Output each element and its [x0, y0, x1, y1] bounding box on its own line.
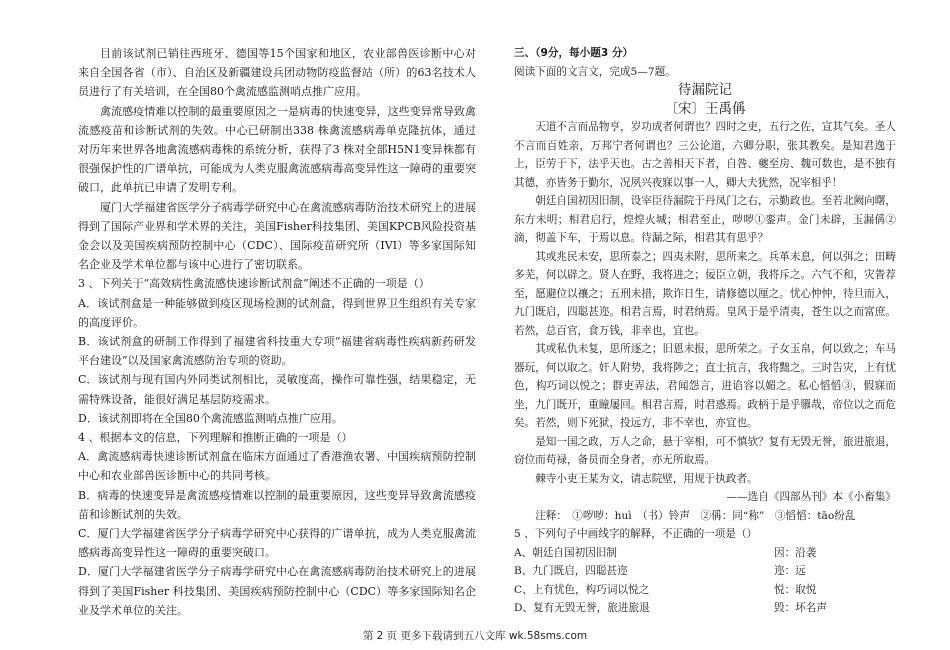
page-footer: 第 2 页 更多下载请到五八文库 wk.58sms.com [362, 630, 588, 642]
classical-paragraph-6: 棘寺小吏王某为文，请志院壁，用规于执政者。 [535, 472, 758, 485]
option-sentence: B、九门既启，四聪甚迩 [514, 565, 628, 577]
question-5-option-b [514, 562, 896, 581]
question-4-option-b: B．病毒的快速变异是禽流感疫情难以控制的最重要原因，这些变异导致禽流感疫苗和诊断试剂的失效。 [78, 488, 476, 521]
classical-paragraph-3: 其或兆民未安，思所泰之；四夷未附，思所来之。兵革未息，何以弭之；田畴多芜，何以辟之。贤人在野，我将进之；佞臣立朝，我将斥之。六气不和，灾眚荐至，愿避位以禳之；五刑未措，欺诈日生，请修德以厘之。忧心忡忡，待旦而入，九门既启，四聪甚迩。相君言焉，时君纳焉。皇风于是乎清夷，苍生以之而富庶。若然，总百官，食万钱，非幸也，宜也。 [514, 250, 896, 337]
option-gloss: 因：沿袭 [774, 546, 817, 559]
option-gloss: 毁：坏名声 [774, 602, 827, 614]
section-intro: 阅读下面的文言文，完成5—7题。 [514, 65, 676, 78]
question-5-option-d [514, 599, 896, 618]
option-gloss: 迩：远 [774, 565, 806, 577]
question-4-option-c: C．厦门大学福建省医学分子病毒学研究中心获得的广谱单抗，成为人类克服禽流感病毒高变异性这一障碍的重要突破口。 [78, 527, 476, 560]
right-column [514, 44, 896, 618]
passage-paragraph-3: 厦门大学福建省医学分子病毒学研究中心在禽流感病毒防治技术研究上的进展得到了国际产业界和学术界的关注，美国Fisher科技集团、美国KPCB风险投资基金会以及美国疾病预防控制中心（CDC）、国际疫苗研究所（IVI）等多家国际知名企业及学术单位都与该中心进行了密切联系。 [78, 200, 476, 272]
question-4-stem: 4 、根据本文的信息，下列理解和推断正确的一项是（） [78, 431, 353, 445]
option-sentence: C、上有忧色，构巧词以悦之 [514, 583, 650, 596]
annotations: 注释： ①哕哕：huì （书）铃声 ②偁：同“称” ③慆慆：tāo纷乱 [535, 509, 856, 522]
question-3-option-a: A．该试剂盒是一种能够做到疫区现场检测的试剂盒，得到世界卫生组织有关专家的高度评价。 [78, 296, 476, 329]
option-sentence: D、复有无毁无誉，旅进旅退 [514, 602, 650, 614]
left-column [78, 44, 476, 620]
question-3-option-b: B．该试剂盒的研制工作得到了福建省科技重大专项“福建省病毒性疾病新药研发平台建设”以及国家禽流感防治专项的资助。 [78, 335, 476, 368]
classical-text-title: 待漏院记 [678, 82, 732, 98]
question-5-stem: 5 、下列句子中画线字的解释，不正确的一项是（） [514, 528, 758, 540]
question-4-option-a: A．禽流感病毒快速诊断试剂盒在临床方面通过了香港渔农署、中国疾病预防控制中心和农业部兽医诊断中心的共同考核。 [78, 450, 476, 483]
question-5-option-c [514, 581, 896, 600]
classical-paragraph-1: 天道不言而品物亨，岁功成者何谓也？四时之吏，五行之佐，宣其气矣。圣人不言而百姓亲，万邦宁者何谓也？三公论道，六卿分职，张其教矣。是知君逸于上，臣劳于下，法乎天也。古之善相天下者，自咎、夔至房、魏可数也，是不独有其德，亦皆务于勤尔，况夙兴夜寐以事一人，卿大夫犹然，况宰相乎！ [514, 121, 896, 189]
option-sentence: A、朝廷自国初因旧制 [514, 546, 617, 559]
question-5-option-a [514, 544, 896, 563]
question-3-stem: 3 、下列关于“高效病性禽流感快速诊断试剂盒”阐述不正确的一项是（） [78, 277, 430, 291]
section-heading: 三、（9分，每小题3 分） [514, 47, 634, 59]
question-4-option-d: D．厦门大学福建省医学分子病毒学研究中心在禽流感病毒防治技术研究上的进展得到了美国Fisher 科技集团、美国疾病预防控制中心（CDC）等多家国际知名企业及学术单位的关注。 [78, 565, 476, 617]
classical-text-author: 〔宋〕王禹偁 [664, 100, 746, 117]
question-3-option-d: D．该试剂即将在全国80个禽流感监测哨点推广应用。 [78, 411, 343, 425]
classical-paragraph-2: 朝廷自国初因旧制，设宰臣待漏院于丹凤门之右，示勤政也。至若北阙向曙，东方未明；相君启行，煌煌火城；相君至止，哕哕①銮声。金门未辟，玉漏偁②滴，彻盖下车，于焉以息。待漏之际，相君其有思乎？ [514, 195, 896, 244]
classical-paragraph-4: 其或私仇未复，思所逐之；旧恩未报，思所荣之。子女玉帛，何以致之；车马器玩，何以取之。奸人附势，我将陟之；直士抗言，我将黜之。三时告灾，上有忧色，构巧词以悦之；群吏弄法，君闻怨言，进谄容以媚之。私心慆慆③，假寐而坐，九门既开，重瞳屡回。相君言焉，时君惑焉。政柄于是乎隳哉，帝位以之而危矣。若然，则下死狱，投远方，非不幸也，亦宜也。 [514, 343, 896, 429]
question-3-option-c: C．该试剂与现有国内外同类试剂相比，灵敏度高，操作可靠性强，结果稳定，无需特殊设备，能很好满足基层防疫需求。 [78, 373, 476, 406]
passage-paragraph-2: 禽流感疫情难以控制的最重要原因之一是病毒的快速变异，这些变异常导致禽流感疫苗和诊断试剂的失效。中心已研制出338 株禽流感病毒单克隆抗体，通过对历年来世界各地禽流感病毒株的系统分析，获得了3 株对全部H5N1变异株都有很强保护性的广谱单抗，可能成为人类克服禽流感病毒高变异性这一障碍的重要突破口，此单抗已申请了发明专利。 [78, 104, 476, 195]
source-citation: ——选自《四部丛刊》本《小畜集》 [726, 491, 896, 503]
classical-paragraph-5: 是知一国之政，万人之命，悬于宰相，可不慎欤？复有无毁无誉，旅进旅退，窃位而苟禄，备员而全身者，亦无所取焉。 [514, 435, 896, 466]
passage-paragraph-1: 目前该试剂已销往西班牙、德国等15个国家和地区，农业部兽医诊断中心对来自全国各省（市）、自治区及新疆建设兵团动物防疫监督站（所）的63名技术人员进行了有关培训，在全国80个禽流感监测哨点推广应用。 [78, 47, 476, 99]
option-gloss: 悦：取悦 [774, 583, 817, 596]
